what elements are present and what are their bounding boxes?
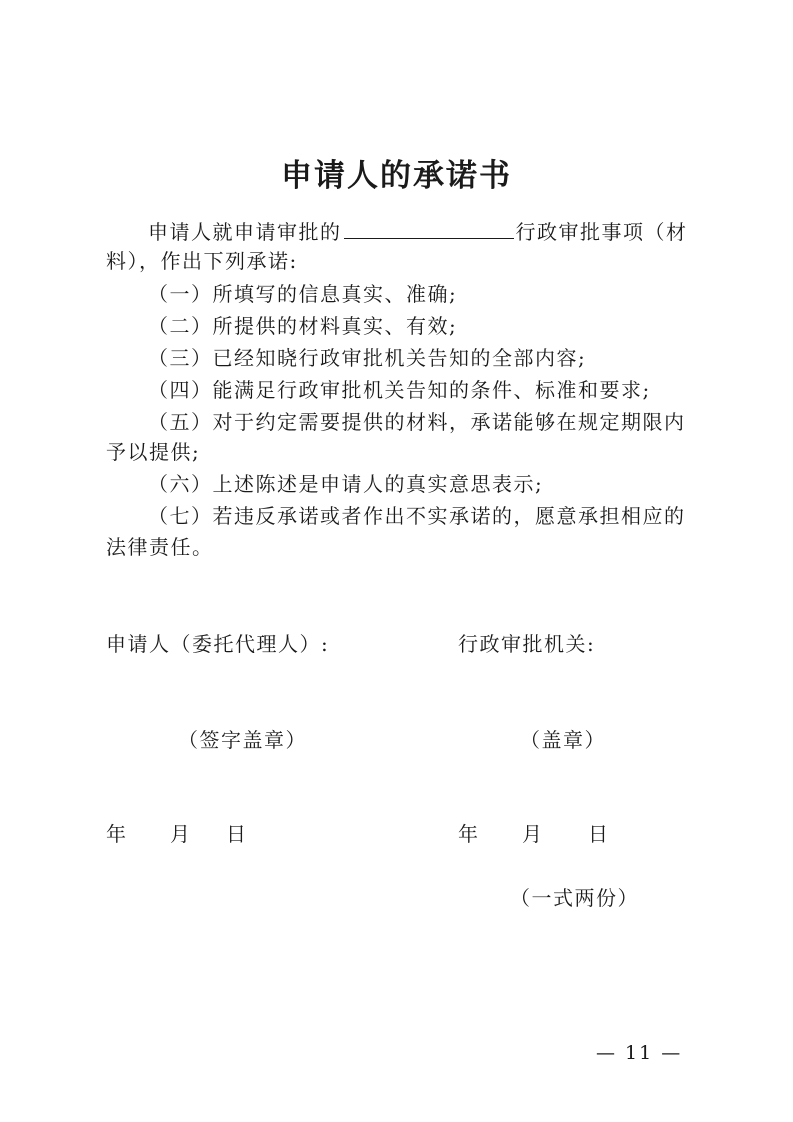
page-title: 申请人的承诺书 xyxy=(281,158,512,194)
intro-line xyxy=(148,218,688,246)
pledge-item-2: （二）所提供的材料真实、有效; xyxy=(148,314,458,338)
applicant-date-month: 月 xyxy=(170,822,192,846)
pledge-item-5-continuation: 予以提供; xyxy=(106,440,201,464)
pledge-item-5: （五）对于约定需要提供的材料，承诺能够在规定期限内 xyxy=(148,410,686,434)
authority-date-month: 月 xyxy=(522,822,544,846)
authority-date-year: 年 xyxy=(458,822,480,846)
page-number: — 11 — xyxy=(596,1042,683,1064)
intro-after-blank: 行政审批事项（材 xyxy=(515,220,688,244)
pledge-item-7: （七）若违反承诺或者作出不实承诺的，愿意承担相应的 xyxy=(148,504,686,528)
pledge-item-6: （六）上述陈述是申请人的真实意思表示; xyxy=(148,472,544,496)
intro-before-blank: 申请人就申请审批的 xyxy=(148,220,342,244)
pledge-item-4: （四）能满足行政审批机关告知的条件、标准和要求; xyxy=(148,378,651,402)
authority-date-day: 日 xyxy=(588,822,610,846)
authority-stamp-label: （盖章） xyxy=(520,728,606,752)
applicant-date-year: 年 xyxy=(106,822,128,846)
applicant-label: 申请人（委托代理人）: xyxy=(106,632,330,656)
applicant-stamp-label: （签字盖章） xyxy=(178,728,307,752)
copies-note: （一式两份） xyxy=(510,886,639,910)
pledge-item-7-continuation: 法律责任。 xyxy=(106,535,214,559)
pledge-item-1: （一）所填写的信息真实、准确; xyxy=(148,282,458,306)
fill-in-blank[interactable] xyxy=(344,218,514,239)
pledge-item-3: （三）已经知晓行政审批机关告知的全部内容; xyxy=(148,346,587,370)
applicant-date-day: 日 xyxy=(226,822,248,846)
intro-continuation: 料），作出下列承诺: xyxy=(106,249,298,273)
authority-label: 行政审批机关: xyxy=(458,632,596,656)
